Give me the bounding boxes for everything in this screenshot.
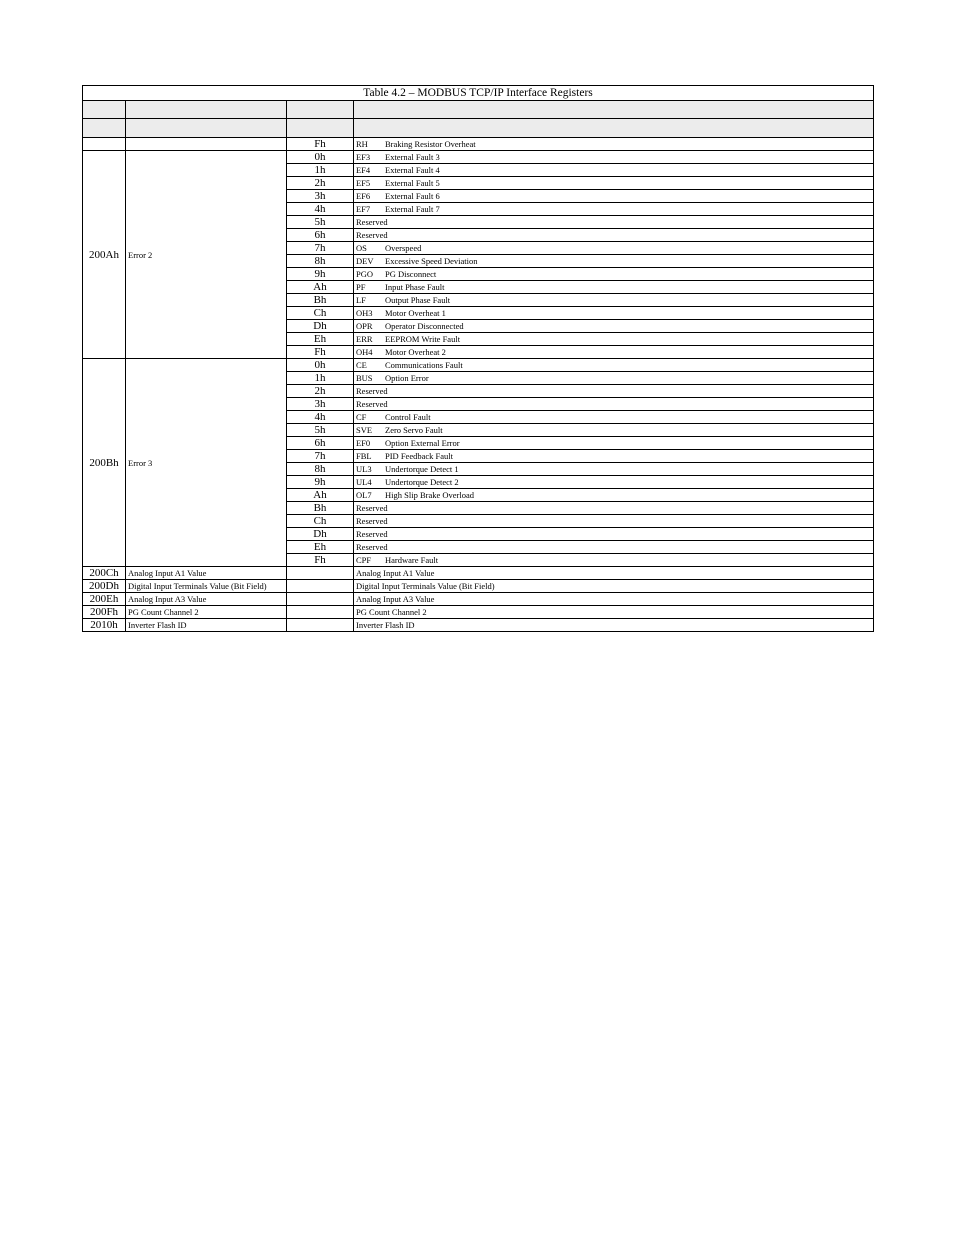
desc-cell bbox=[354, 476, 874, 489]
fault-text: External Fault 7 bbox=[385, 204, 440, 214]
bit-cell: Bh bbox=[287, 294, 354, 307]
fault-text: External Fault 5 bbox=[385, 178, 440, 188]
desc-cell bbox=[354, 151, 874, 164]
table-row bbox=[83, 567, 874, 580]
fault-text: Reserved bbox=[356, 217, 388, 227]
desc-cell bbox=[354, 541, 874, 554]
fault-text: Reserved bbox=[356, 516, 388, 526]
fault-code: PGO bbox=[356, 269, 374, 279]
fault-text: Overspeed bbox=[385, 243, 422, 253]
desc-cell bbox=[354, 333, 874, 346]
fault-code: CPF bbox=[356, 555, 372, 565]
bit-cell: 6h bbox=[287, 437, 354, 450]
fault-text: PID Feedback Fault bbox=[385, 451, 453, 461]
fault-code: DEV bbox=[356, 256, 374, 266]
register-address: 200Ch bbox=[83, 567, 126, 580]
bit-cell: Bh bbox=[287, 502, 354, 515]
bit-cell: 1h bbox=[287, 372, 354, 385]
table-row bbox=[83, 138, 874, 151]
fault-text: Motor Overheat 2 bbox=[385, 347, 446, 357]
table-row bbox=[83, 619, 874, 632]
register-name: Error 3 bbox=[126, 359, 287, 567]
bit-cell: Fh bbox=[287, 346, 354, 359]
desc-cell bbox=[354, 528, 874, 541]
desc-cell bbox=[354, 229, 874, 242]
fault-code: LF bbox=[356, 295, 366, 305]
register-name: Inverter Flash ID bbox=[126, 619, 287, 632]
desc-cell bbox=[354, 515, 874, 528]
bit-cell: 7h bbox=[287, 450, 354, 463]
register-address: 200Ah bbox=[83, 151, 126, 359]
bit-cell: Ch bbox=[287, 515, 354, 528]
fault-text: External Fault 6 bbox=[385, 191, 440, 201]
desc-cell bbox=[354, 268, 874, 281]
desc-cell bbox=[354, 463, 874, 476]
fault-code: EF5 bbox=[356, 178, 371, 188]
fault-code: EF4 bbox=[356, 165, 371, 175]
modbus-register-table bbox=[82, 85, 874, 632]
bit-cell: 0h bbox=[287, 359, 354, 372]
bit-cell: 5h bbox=[287, 216, 354, 229]
desc-cell bbox=[354, 411, 874, 424]
bit-cell: 6h bbox=[287, 229, 354, 242]
fault-text: Output Phase Fault bbox=[385, 295, 451, 305]
fault-code: OH4 bbox=[356, 347, 373, 357]
bit-cell: 4h bbox=[287, 203, 354, 216]
bit-cell: 5h bbox=[287, 424, 354, 437]
bit-cell bbox=[287, 593, 354, 606]
fault-text: Undertorque Detect 1 bbox=[385, 464, 459, 474]
bit-cell: Eh bbox=[287, 541, 354, 554]
fault-text: Reserved bbox=[356, 386, 388, 396]
desc-cell: Analog Input A3 Value bbox=[354, 593, 874, 606]
desc-cell bbox=[354, 385, 874, 398]
fault-code: ERR bbox=[356, 334, 373, 344]
bit-cell bbox=[287, 567, 354, 580]
bit-cell: Dh bbox=[287, 320, 354, 333]
fault-text: Reserved bbox=[356, 503, 388, 513]
bit-cell bbox=[287, 580, 354, 593]
desc-cell: Analog Input A1 Value bbox=[354, 567, 874, 580]
bit-cell: 3h bbox=[287, 190, 354, 203]
desc-cell bbox=[354, 177, 874, 190]
fault-text: Zero Servo Fault bbox=[385, 425, 443, 435]
fault-text: Operator Disconnected bbox=[385, 321, 464, 331]
fault-text: Reserved bbox=[356, 529, 388, 539]
desc-cell bbox=[354, 372, 874, 385]
fault-text: High Slip Brake Overload bbox=[385, 490, 474, 500]
fault-text: Hardware Fault bbox=[385, 555, 439, 565]
fault-text: Reserved bbox=[356, 399, 388, 409]
fault-text: Braking Resistor Overheat bbox=[385, 139, 476, 149]
fault-text: Excessive Speed Deviation bbox=[385, 256, 478, 266]
fault-text: PG Disconnect bbox=[385, 269, 437, 279]
bit-cell: Fh bbox=[287, 138, 354, 151]
desc-cell bbox=[354, 307, 874, 320]
fault-text: Reserved bbox=[356, 542, 388, 552]
bit-cell bbox=[287, 619, 354, 632]
bit-cell: 8h bbox=[287, 255, 354, 268]
bit-cell: 2h bbox=[287, 177, 354, 190]
bit-cell: 4h bbox=[287, 411, 354, 424]
desc-cell bbox=[354, 398, 874, 411]
register-address: 200Fh bbox=[83, 606, 126, 619]
fault-code: RH bbox=[356, 139, 368, 149]
fault-code: FBL bbox=[356, 451, 372, 461]
table-row bbox=[83, 606, 874, 619]
desc-cell bbox=[354, 489, 874, 502]
fault-text: Control Fault bbox=[385, 412, 431, 422]
desc-cell bbox=[354, 320, 874, 333]
fault-text: Communications Fault bbox=[385, 360, 463, 370]
desc-cell: PG Count Channel 2 bbox=[354, 606, 874, 619]
fault-text: Option Error bbox=[385, 373, 429, 383]
fault-text: External Fault 4 bbox=[385, 165, 440, 175]
bit-cell: 7h bbox=[287, 242, 354, 255]
fault-text: Input Phase Fault bbox=[385, 282, 445, 292]
desc-cell bbox=[354, 437, 874, 450]
bit-cell: 3h bbox=[287, 398, 354, 411]
bit-cell: 9h bbox=[287, 268, 354, 281]
desc-cell bbox=[354, 502, 874, 515]
register-name: Digital Input Terminals Value (Bit Field) bbox=[126, 580, 287, 593]
fault-code: OH3 bbox=[356, 308, 373, 318]
bit-cell: 2h bbox=[287, 385, 354, 398]
table-title: Table 4.2 – MODBUS TCP/IP Interface Registers bbox=[83, 86, 874, 101]
register-address: 2010h bbox=[83, 619, 126, 632]
fault-code: EF6 bbox=[356, 191, 371, 201]
table-row bbox=[83, 593, 874, 606]
desc-cell bbox=[354, 424, 874, 437]
bit-cell: Ah bbox=[287, 489, 354, 502]
desc-cell bbox=[354, 216, 874, 229]
desc-cell bbox=[354, 190, 874, 203]
fault-code: PF bbox=[356, 282, 366, 292]
header-row bbox=[83, 101, 874, 119]
bit-cell: 0h bbox=[287, 151, 354, 164]
fault-code: EF0 bbox=[356, 438, 371, 448]
fault-code: UL4 bbox=[356, 477, 372, 487]
register-name: Analog Input A3 Value bbox=[126, 593, 287, 606]
header-row bbox=[83, 119, 874, 138]
desc-cell bbox=[354, 242, 874, 255]
fault-code: OPR bbox=[356, 321, 373, 331]
fault-text: Undertorque Detect 2 bbox=[385, 477, 459, 487]
fault-code: BUS bbox=[356, 373, 373, 383]
desc-cell bbox=[354, 281, 874, 294]
fault-code: SVE bbox=[356, 425, 373, 435]
desc-cell bbox=[354, 554, 874, 567]
desc-cell bbox=[354, 255, 874, 268]
desc-cell bbox=[354, 164, 874, 177]
fault-code: OS bbox=[356, 243, 367, 253]
bit-cell: 9h bbox=[287, 476, 354, 489]
desc-cell bbox=[354, 138, 874, 151]
bit-cell bbox=[287, 606, 354, 619]
fault-code: OL7 bbox=[356, 490, 372, 500]
register-name: PG Count Channel 2 bbox=[126, 606, 287, 619]
fault-code: CE bbox=[356, 360, 367, 370]
desc-cell bbox=[354, 359, 874, 372]
register-address: 200Eh bbox=[83, 593, 126, 606]
fault-text: Option External Error bbox=[385, 438, 460, 448]
fault-code: UL3 bbox=[356, 464, 372, 474]
desc-cell: Inverter Flash ID bbox=[354, 619, 874, 632]
register-address: 200Dh bbox=[83, 580, 126, 593]
desc-cell bbox=[354, 294, 874, 307]
bit-cell: 8h bbox=[287, 463, 354, 476]
fault-text: EEPROM Write Fault bbox=[385, 334, 461, 344]
desc-cell bbox=[354, 346, 874, 359]
bit-cell: 1h bbox=[287, 164, 354, 177]
fault-text: External Fault 3 bbox=[385, 152, 440, 162]
fault-code: EF7 bbox=[356, 204, 371, 214]
desc-cell bbox=[354, 203, 874, 216]
fault-text: Reserved bbox=[356, 230, 388, 240]
register-name: Error 2 bbox=[126, 151, 287, 359]
table-row bbox=[83, 151, 874, 164]
bit-cell: Eh bbox=[287, 333, 354, 346]
table-row bbox=[83, 580, 874, 593]
bit-cell: Fh bbox=[287, 554, 354, 567]
table-row bbox=[83, 359, 874, 372]
bit-cell: Ah bbox=[287, 281, 354, 294]
fault-code: EF3 bbox=[356, 152, 371, 162]
register-address: 200Bh bbox=[83, 359, 126, 567]
bit-cell: Dh bbox=[287, 528, 354, 541]
fault-code: CF bbox=[356, 412, 367, 422]
bit-cell: Ch bbox=[287, 307, 354, 320]
desc-cell: Digital Input Terminals Value (Bit Field) bbox=[354, 580, 874, 593]
fault-text: Motor Overheat 1 bbox=[385, 308, 446, 318]
register-name: Analog Input A1 Value bbox=[126, 567, 287, 580]
desc-cell bbox=[354, 450, 874, 463]
